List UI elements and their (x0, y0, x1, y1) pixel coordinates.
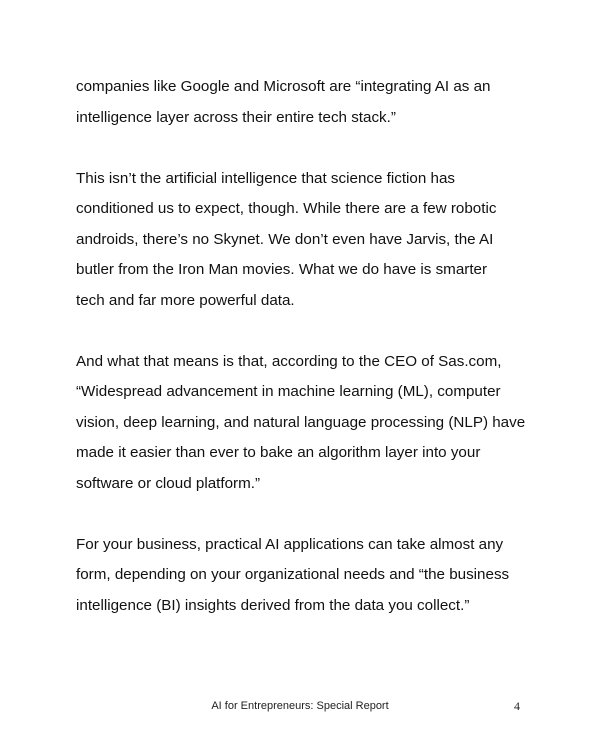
text-line: This isn’t the artificial intelligence that science fiction has (76, 169, 456, 187)
text-line: intelligence (BI) insights derived from the data you collect.” (76, 596, 470, 614)
footer-title: AI for Entrepreneurs: Special Report (211, 700, 389, 712)
text-line: intelligence layer across their entire tech stack.” (76, 108, 396, 126)
text-line: “Widespread advancement in machine learning (ML), computer (76, 383, 501, 400)
paragraph-gap (76, 499, 546, 530)
text-line: For your business, practical AI applications can take almost any (76, 535, 504, 553)
text-line: And what that means is that, according to the CEO of Sas.com, (76, 352, 502, 370)
text-line: conditioned us to expect, though. While there are a few robotic (76, 200, 497, 217)
paragraph (76, 530, 546, 622)
text-line: vision, deep learning, and natural language processing (NLP) have (76, 413, 526, 431)
text-line: tech and far more powerful data. (76, 291, 295, 309)
paragraph (76, 347, 546, 500)
page-number: 4 (514, 699, 520, 713)
text-line: made it easier than ever to bake an algorithm layer into your (76, 444, 481, 461)
paragraph-gap (76, 316, 546, 347)
text-line: butler from the Iron Man movies. What we do have is smarter (76, 261, 488, 278)
page-footer (0, 698, 600, 718)
text-line: form, depending on your organizational needs and “the business (76, 566, 510, 583)
text-line: androids, there’s no Skynet. We don’t even have Jarvis, the AI (76, 230, 494, 248)
body-text (76, 72, 546, 621)
text-line: software or cloud platform.” (76, 474, 261, 492)
paragraph (76, 72, 546, 133)
paragraph-gap (76, 133, 546, 164)
paragraph (76, 164, 546, 317)
text-line: companies like Google and Microsoft are “integrating AI as an (76, 78, 491, 95)
